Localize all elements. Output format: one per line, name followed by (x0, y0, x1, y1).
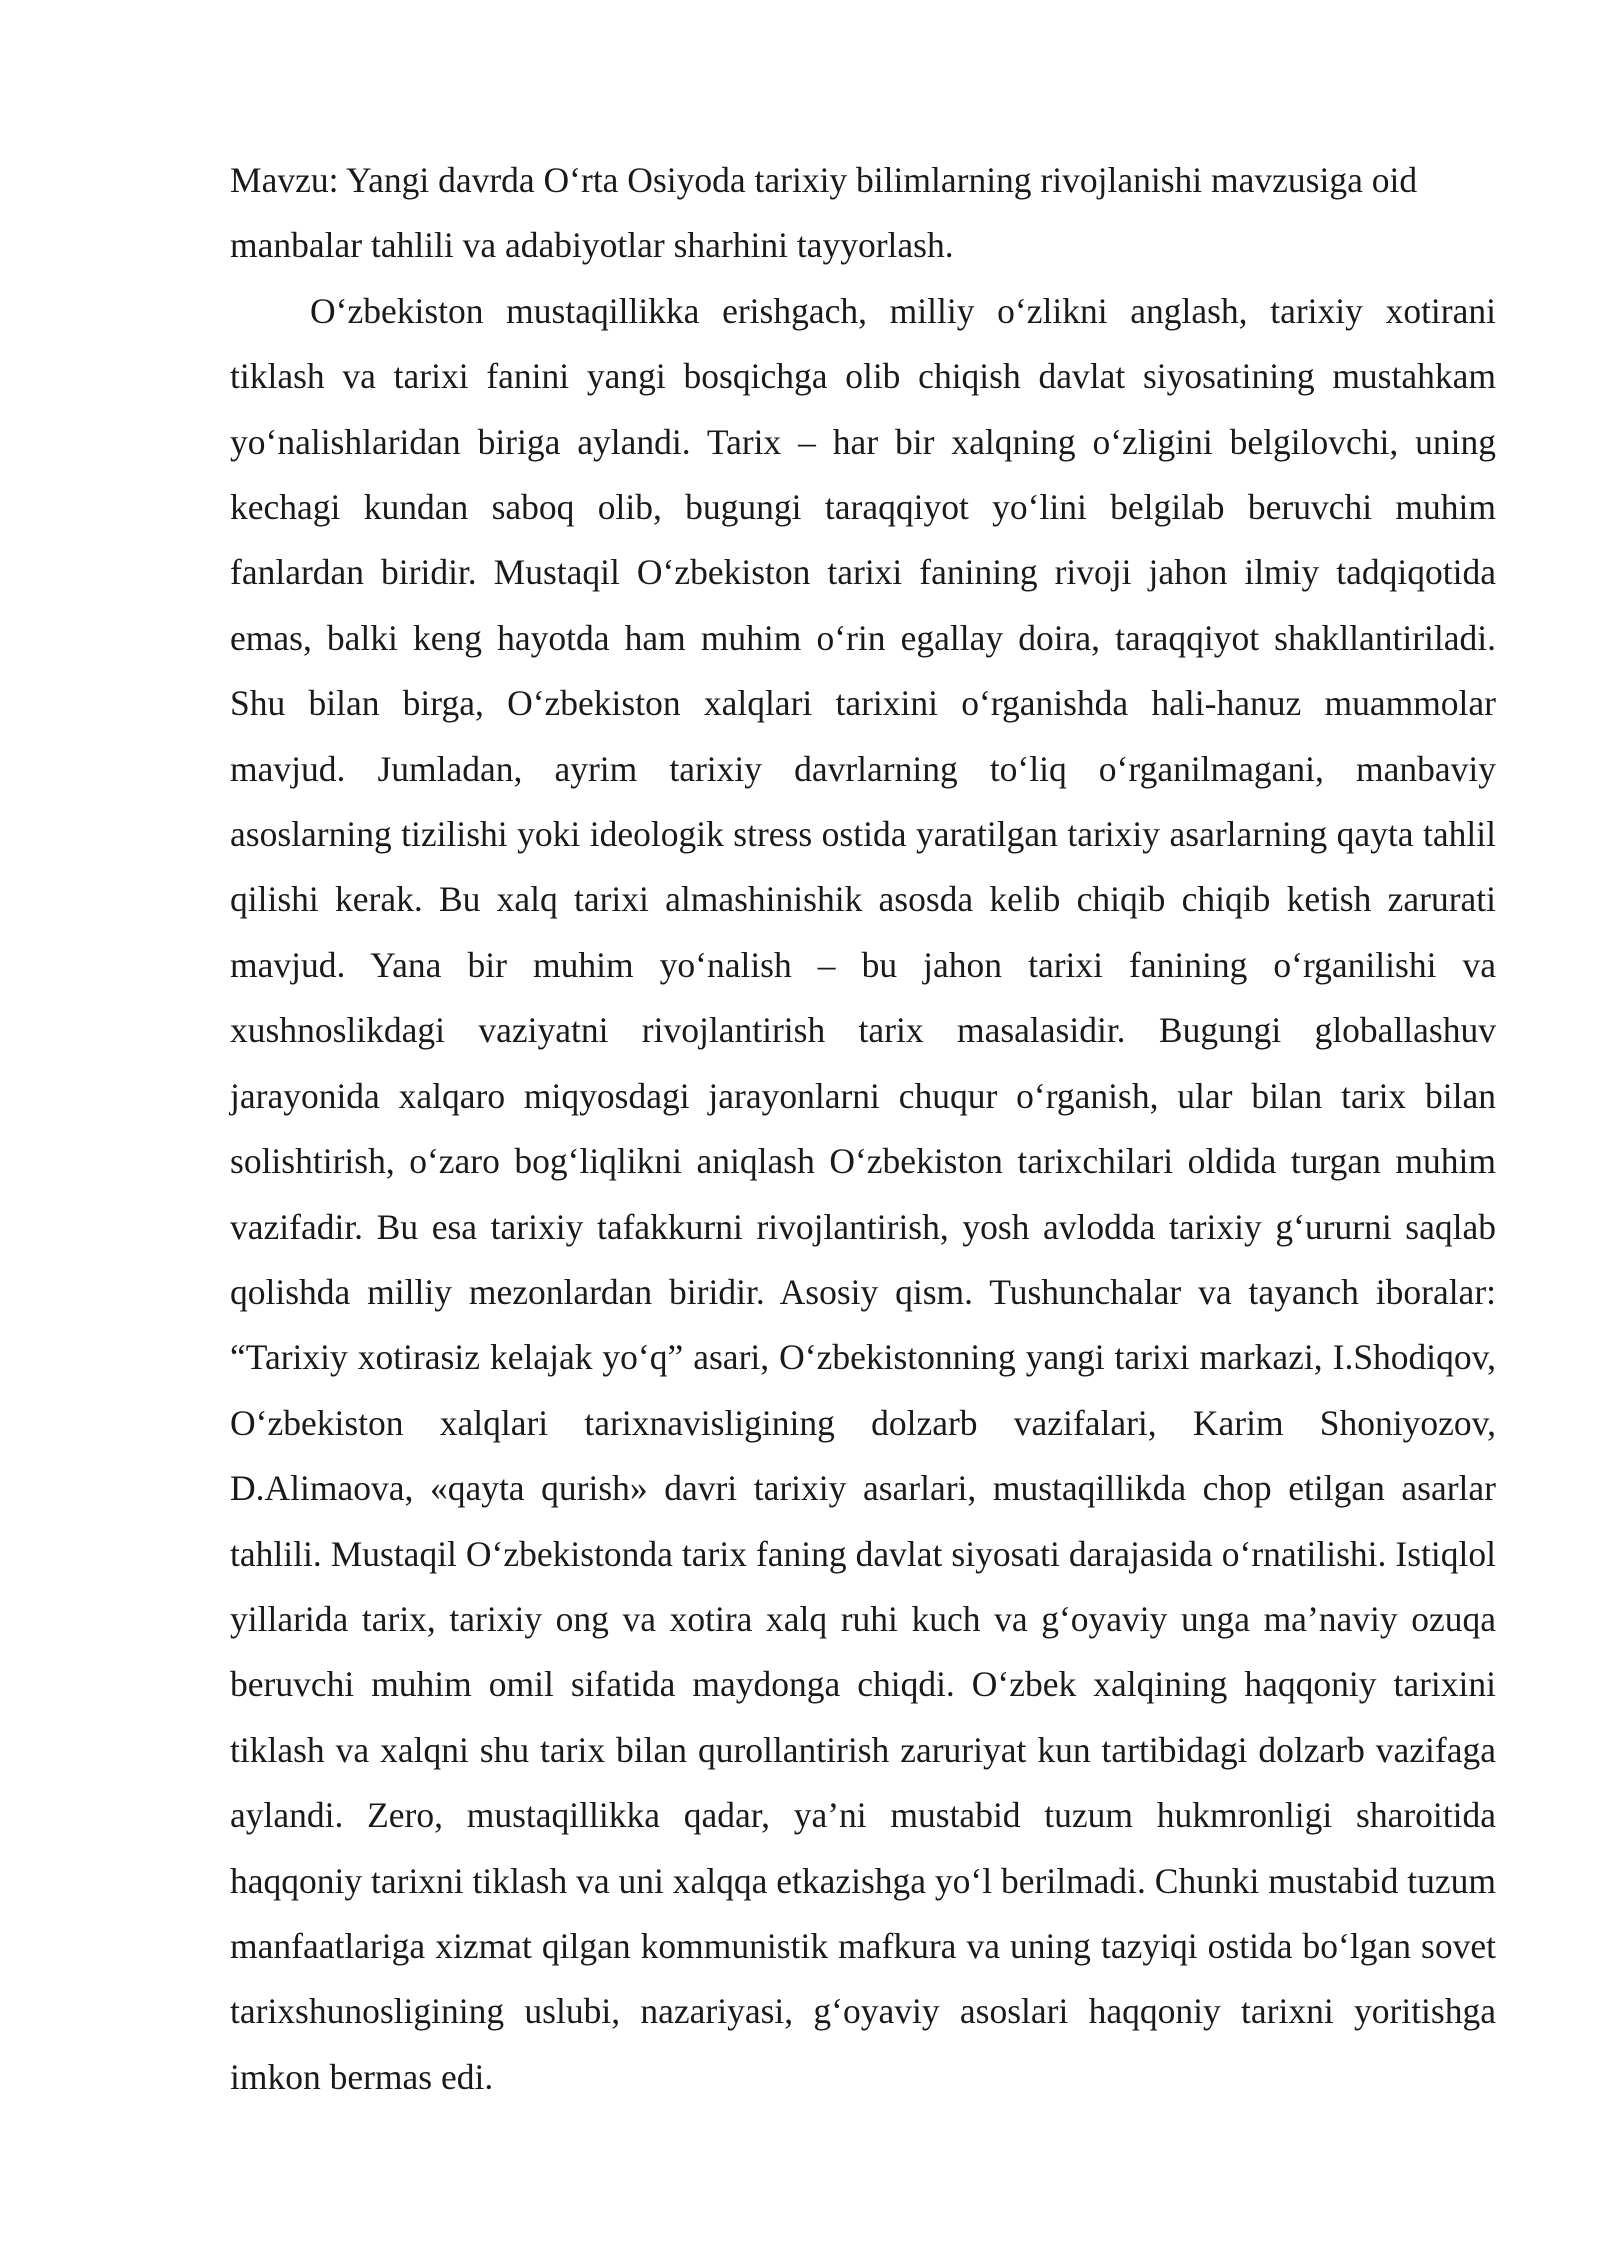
topic-heading: Mavzu: Yangi davrda O‘rta Osiyoda tarixiy bilimlarning rivojlanishi mavzusiga oid manbalar tahlili va adabiyotlar sharhini tayyorlash. (230, 160, 1418, 266)
body-paragraph: O‘zbekiston mustaqillikka erishgach, milliy o‘zlikni anglash, tarixiy xotirani tiklash va tarixi fanini yangi bosqichga olib chiqish davlat siyosatining mustahkam yo‘nalishlaridan biriga aylandi. Tarix – har bir xalqning o‘zligini belgilovchi, uning kechagi kundan saboq olib, bugungi taraqqiyot yo‘lini belgilab beruvchi muhim fanlardan biridir. Mustaqil O‘zbekiston tarixi fanining rivoji jahon ilmiy tadqiqotida emas, balki keng hayotda ham muhim o‘rin egallay doira, taraqqiyot shakllantiriladi. Shu bilan birga, O‘zbekiston xalqlari tarixini o‘rganishda hali-hanuz muammolar mavjud. Jumladan, ayrim tarixiy davrlarning to‘liq o‘rganilmagani, manbaviy asoslarning tizilishi yoki ideologik stress ostida yaratilgan tarixiy asarlarning qayta tahlil qilishi kerak. Bu xalq tarixi almashinishik asosda kelib chiqib chiqib ketish zarurati mavjud. Yana bir muhim yo‘nalish – bu jahon tarixi fanining o‘rganilishi va xushnoslikdagi vaziyatni rivojlantirish tarix masalasidir. Bugungi globallashuv jarayonida xalqaro miqyosdagi jarayonlarni chuqur o‘rganish, ular bilan tarix bilan solishtirish, o‘zaro bog‘liqlikni aniqlash O‘zbekiston tarixchilari oldida turgan muhim vazifadir. Bu esa tarixiy tafakkurni rivojlantirish, yosh avlodda tarixiy g‘ururni saqlab qolishda milliy mezonlardan biridir. Asosiy qism. Tushunchalar va tayanch iboralar: “Tarixiy xotirasiz kelajak yo‘q” asari, O‘zbekistonning yangi tarixi markazi, I.Shodiqov, O‘zbekiston xalqlari tarixnavisligining dolzarb vazifalari, Karim Shoniyozov, D.Alimaova, «qayta qurish» davri tarixiy asarlari, mustaqillikda chop etilgan asarlar tahlili. Mustaqil O‘zbekistonda tarix faning davlat siyosati darajasida o‘rnatilishi. Istiqlol yillarida tarix, tarixiy ong va xotira xalq ruhi kuch va g‘oyaviy unga ma’naviy ozuqa beruvchi muhim omil sifatida maydonga chiqdi. O‘zbek xalqining haqqoniy tarixini tiklash va xalqni shu tarix bilan qurollantirish zaruriyat kun tartibidagi dolzarb vazifaga aylandi. Zero, mustaqillikka qadar, ya’ni mustabid tuzum hukmronligi sharoitida haqqoniy tarixni tiklash va uni xalqqa etkazishga yo‘l berilmadi. Chunki mustabid tuzum manfaatlariga xizmat qilgan kommunistik mafkura va uning tazyiqi ostida bo‘lgan sovet tarixshunosligining uslubi, nazariyasi, g‘oyaviy asoslari haqqoniy tarixni yoritishga imkon bermas edi. (230, 290, 1496, 2097)
